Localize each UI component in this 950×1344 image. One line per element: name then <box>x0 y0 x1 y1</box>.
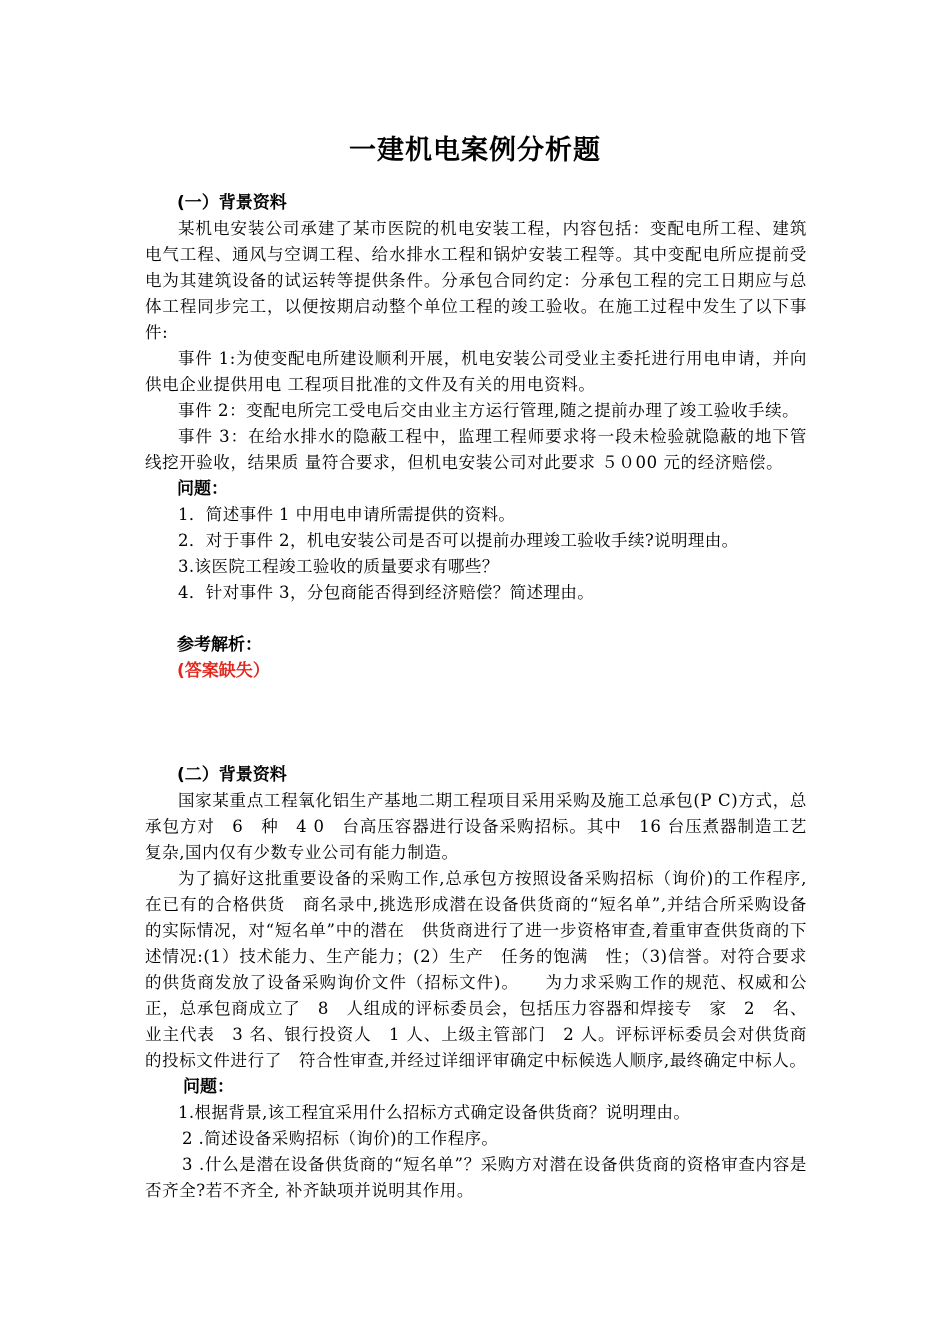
section-1-paragraph: 事件 3：在给水排水的隐蔽工程中，监理工程师要求将一段未检验就隐蔽的地下管线挖开验收，结果质 量符合要求，但机电安装公司对此要求 ５０00 元的经济赔偿。 <box>145 427 807 472</box>
section-2-paragraph: 国家某重点工程氧化铝生产基地二期工程项目采用采购及施工总承包(P C)方式，总承包方对 6 种 4 0 台高压容器进行设备采购招标。其中 16 台压煮器制造工艺复杂,国内仅有少数专业公司有能力制造。 <box>145 791 807 862</box>
section-1-questions-label: 问题： <box>177 479 228 499</box>
section-1-paragraph: 某机电安装公司承建了某市医院的机电安装工程，内容包括：变配电所工程、建筑电气工程、通风与空调工程、给水排水工程和锅炉安装工程等。其中变配电所应提前受电为其建筑设备的试运转等提供条件。分承包合同约定：分承包工程的完工日期应与总体工程同步完工，以便按期启动整个单位工程的竣工验收。在施工过程中发生了以下事件: <box>145 219 807 342</box>
section-1-heading: (一）背景资料 <box>177 193 287 213</box>
section-1 <box>145 190 807 684</box>
section-2-question: 2 .简述设备采购招标（询价)的工作程序。 <box>182 1129 499 1148</box>
section-2-question: 1.根据背景,该工程宜采用什么招标方式确定设备供货商？说明理由。 <box>178 1103 691 1122</box>
section-2-question: 3 .什么是潜在设备供货商的“短名单”？采购方对潜在设备供货商的资格审查内容是否齐全?若不齐全, 补齐缺项并说明其作用。 <box>145 1155 807 1200</box>
answer-missing-note: (答案缺失） <box>177 661 270 681</box>
section-1-question: 2．对于事件 2，机电安装公司是否可以提前办理竣工验收手续?说明理由。 <box>178 531 739 550</box>
section-2-questions-label: 问题： <box>183 1077 234 1097</box>
section-1-question: 1．简述事件 1 中用电申请所需提供的资料。 <box>178 505 516 524</box>
section-1-question: 4．针对事件 3，分包商能否得到经济赔偿？简述理由。 <box>178 583 595 602</box>
page-title: 一建机电案例分析题 <box>349 135 601 166</box>
section-2-heading: (二）背景资料 <box>177 765 287 785</box>
section-2 <box>145 762 807 1204</box>
section-1-paragraph: 事件 2：变配电所完工受电后交由业主方运行管理,随之提前办理了竣工验收手续。 <box>178 401 800 420</box>
section-2-paragraph: 为了搞好这批重要设备的采购工作,总承包方按照设备采购招标（询价)的工作程序,在已有的合格供货 商名录中,挑选形成潜在设备供货商的“短名单”,并结合所采购设备的实际情况，对“短名单”中的潜在 供货商进行了进一步资格审查,着重审查供货商的下述情况:(1）技术能力、生产能力；(2）生产 任务的饱满 性；（3)信誉。对符合要求的供货商发放了设备采购询价文件（招标文件)。 为力求采购工作的规范、权威和公正，总承包商成立了 8 人组成的评标委员会，包括压力容器和焊接专 家 2 名、业主代表 3 名、银行投资人 1 人、上级主管部门 2 人。评标评标委员会对供货商的投标文件进行了 符合性审查,并经过详细评审确定中标候选人顺序,最终确定中标人。 <box>145 869 807 1070</box>
section-1-paragraph: 事件 1:为使变配电所建设顺利开展，机电安装公司受业主委托进行用电申请，并向供电企业提供用电 工程项目批准的文件及有关的用电资料。 <box>145 349 807 394</box>
section-1-question: 3.该医院工程竣工验收的质量要求有哪些？ <box>178 557 499 576</box>
answer-label: 参考解析： <box>177 635 262 655</box>
